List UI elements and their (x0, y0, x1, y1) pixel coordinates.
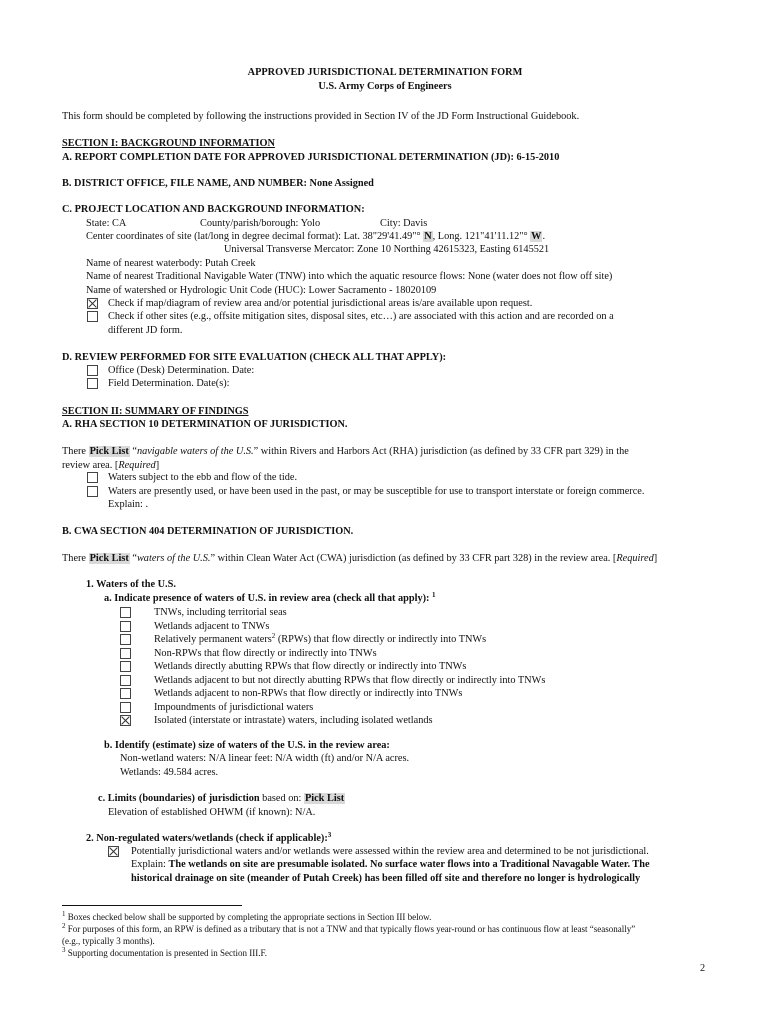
rha-picklist[interactable]: Pick List (89, 446, 129, 457)
water-type-checkbox[interactable] (120, 702, 131, 713)
water-type-checkbox[interactable] (120, 607, 131, 618)
county-field: County/parish/borough: Yolo (200, 218, 321, 229)
section-2a-heading: A. RHA SECTION 10 DETERMINATION OF JURISDICTION. (62, 419, 348, 430)
water-type-label: Relatively permanent waters$^2$ (RPWs) that flow directly or indirectly into TNWs (154, 632, 487, 645)
rha-statement: There Pick List “navigable waters of the U.S.” within Rivers and Harbors Act (RHA) jurisdiction (as defined by 33 CFR part 329) in the (62, 446, 629, 457)
water-type-label: Non-RPWs that flow directly or indirectly into TNWs (154, 647, 377, 659)
commerce-label: Waters are presently used, or have been used in the past, or may be susceptible for use to transport interstate or foreign commerce. (108, 486, 645, 497)
water-type-label: Isolated (interstate or intrastate) waters, including isolated wetlands (154, 715, 433, 726)
water-type-label: Impoundments of jurisdictional waters (154, 701, 314, 713)
water-type-checkbox[interactable] (120, 675, 131, 686)
wetlands-acres: Wetlands: 49.584 acres. (120, 767, 219, 778)
section-1a: A. REPORT COMPLETION DATE FOR APPROVED JURISDICTIONAL DETERMINATION (JD): 6-15-2010 (62, 152, 560, 163)
rha-statement-cont: review area. [Required] (62, 460, 160, 471)
coordinates-line: Center coordinates of site (lat/long in degree decimal format): Lat. 38"29'41.49"° N, Long. 121"41'11.12"° W. (86, 231, 546, 242)
waters-of-us-heading: 1. Waters of the U.S. (86, 579, 176, 590)
non-jurisdictional-explain: Explain: The wetlands on site are presumable isolated. No surface water flows into a Traditional Navagable Water. The (131, 859, 650, 870)
section-1c-heading: C. PROJECT LOCATION AND BACKGROUND INFORMATION: (62, 204, 365, 215)
west-indicator[interactable]: W (531, 231, 542, 242)
form-subtitle: U.S. Army Corps of Engineers (318, 81, 452, 92)
form-title: APPROVED JURISDICTIONAL DETERMINATION FORM (247, 67, 523, 78)
water-type-checkbox[interactable] (120, 634, 131, 645)
huc-line: Name of watershed or Hydrologic Unit Code (HUC): Lower Sacramento - 18020109 (86, 285, 437, 296)
commerce-checkbox[interactable] (87, 486, 98, 497)
water-type-label: Wetlands adjacent to but not directly abutting RPWs that flow directly or indirectly into TNWs (154, 674, 546, 686)
intro-text: This form should be completed by following the instructions provided in Section IV of the JD Form Instructional Guidebook. (62, 111, 580, 122)
water-type-checkbox[interactable] (120, 688, 131, 699)
limits-picklist[interactable]: Pick List (304, 793, 345, 804)
office-label: Office (Desk) Determination. Date: (108, 365, 255, 376)
limits-line: c. Limits (boundaries) of jurisdiction based on: Pick List (98, 793, 345, 804)
section-1b: B. DISTRICT OFFICE, FILE NAME, AND NUMBER: None Assigned (62, 178, 374, 189)
non-jurisdictional-label: Potentially jurisdictional waters and/or wetlands were assessed within the review area and determined to be not jurisdictional. (131, 846, 649, 857)
water-type-label: Wetlands directly abutting RPWs that flow directly or indirectly into TNWs (154, 661, 467, 672)
map-checkbox[interactable] (87, 298, 98, 309)
water-type-label: Wetlands adjacent to TNWs (154, 620, 270, 632)
non-jurisdictional-explain-cont: historical drainage on site (meander of Putah Creek) has been filled off site and therefore no longer is hydrologically (131, 873, 641, 884)
other-sites-checkbox[interactable] (87, 311, 98, 322)
tnw-line: Name of nearest Traditional Navigable Water (TNW) into which the aquatic resource flows: None (water does not flow off site) (86, 271, 613, 282)
other-sites-label: Check if other sites (e.g., offsite mitigation sites, disposal sites, etc…) are associated with this action and are recorded on a (108, 311, 614, 322)
state-field: State: CA (86, 218, 127, 229)
utm-line: Universal Transverse Mercator: Zone 10 Northing 42615323, Easting 6145521 (224, 244, 550, 255)
identify-size-heading: b. Identify (estimate) size of waters of the U.S. in the review area: (104, 740, 390, 751)
city-field: City: Davis (380, 218, 428, 229)
tide-label: Waters subject to the ebb and flow of the tide. (108, 472, 298, 483)
water-type-checkbox[interactable] (120, 661, 131, 672)
non-wetland-waters: Non-wetland waters: N/A linear feet: N/A width (ft) and/or N/A acres. (120, 753, 410, 764)
indicate-presence-heading: a. Indicate presence of waters of U.S. in review area (check all that apply): $^1$ (104, 591, 436, 604)
non-jurisdictional-checkbox[interactable] (108, 846, 119, 857)
footnote-2-cont: (e.g., typically 3 months). (62, 936, 155, 946)
cwa-statement: There Pick List “waters of the U.S.” within Clean Water Act (CWA) jurisdiction (as defined by 33 CFR part 328) in the review area. [Required] (62, 553, 658, 564)
north-indicator[interactable]: N (424, 231, 432, 242)
water-type-label: TNWs, including territorial seas (154, 607, 287, 618)
water-type-checkbox[interactable] (120, 648, 131, 659)
cwa-picklist[interactable]: Pick List (89, 553, 129, 564)
field-label: Field Determination. Date(s): (108, 378, 230, 389)
office-checkbox[interactable] (87, 365, 98, 376)
water-type-checkbox[interactable] (120, 715, 131, 726)
section-2b-heading: B. CWA SECTION 404 DETERMINATION OF JURISDICTION. (62, 526, 354, 537)
page-number: 2 (700, 963, 706, 974)
footnote-3: $^3$ Supporting documentation is presented in Section III.F. (62, 946, 267, 958)
footnote-divider (62, 905, 242, 906)
tide-checkbox[interactable] (87, 472, 98, 483)
other-sites-label-cont: different JD form. (108, 325, 183, 336)
section-1d-heading: D. REVIEW PERFORMED FOR SITE EVALUATION (CHECK ALL THAT APPLY): (62, 352, 447, 363)
non-regulated-heading: 2. Non-regulated waters/wetlands (check if applicable):$^3$ (86, 831, 332, 844)
water-type-checkbox[interactable] (120, 621, 131, 632)
footnote-1: $^1$ Boxes checked below shall be supported by completing the appropriate sections in Section III below. (62, 910, 432, 922)
footnote-2: $^2$ For purposes of this form, an RPW is defined as a tributary that is not a TNW and that typically flows year-round or has continuous flow at least “seasonally” (62, 922, 636, 934)
map-check-label: Check if map/diagram of review area and/or potential jurisdictional areas is/are available upon request. (108, 298, 533, 309)
section-1-heading: SECTION I: BACKGROUND INFORMATION (62, 138, 275, 149)
water-type-label: Wetlands adjacent to non-RPWs that flow directly or indirectly into TNWs (154, 688, 463, 699)
field-checkbox[interactable] (87, 378, 98, 389)
waterbody-line: Name of nearest waterbody: Putah Creek (86, 258, 256, 269)
rha-explain: Explain: . (108, 499, 149, 510)
ohwm-line: Elevation of established OHWM (if known): N/A. (108, 807, 316, 818)
section-2-heading: SECTION II: SUMMARY OF FINDINGS (62, 406, 249, 417)
